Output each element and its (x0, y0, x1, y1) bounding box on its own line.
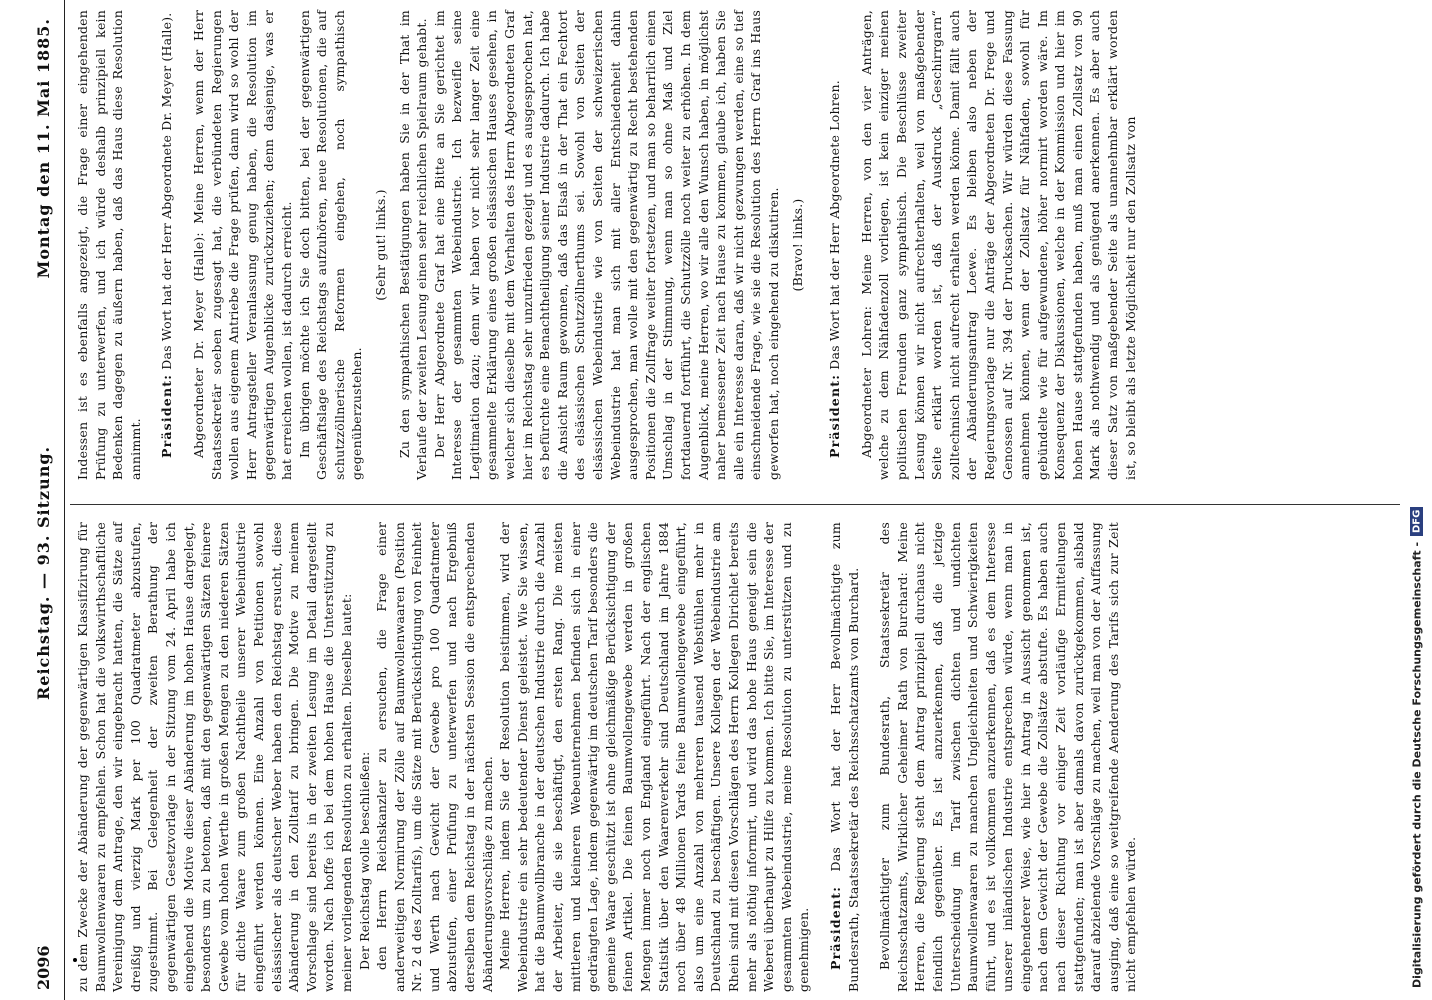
interjection: (Sehr gut! links.) (372, 189, 388, 301)
speech-text: Das Wort hat der Herr Abgeordnete Dr. Meyer (Halle). (159, 12, 175, 370)
paragraph: Abgeordneter Dr. Meyer (Halle): Meine Herren, wenn der Herr Staatssekretär soeben zugesagt hat, die verbündeten Regierungen wollen aus eigenem Antriebe die Frage prüfen, dann wird so wohl der Herr Antragsteller Veranlassung genug haben, die Resolution im gegenwärtigen Augenblicke zurückzuziehen; denn dasjenige, was er hat erreichen wollen, ist dadurch erreicht. (190, 10, 294, 480)
speaker-turn (158, 10, 176, 480)
right-column (74, 10, 1139, 480)
digitization-credit (1408, 12, 1426, 988)
speaker-label: Präsident: (159, 373, 175, 458)
paragraph: Der Herr Abgeordnete Graf hat eine Bitte an Sie gerichtet im Interesse der gesammten Webeindustrie. Ich bezweifle seine Legitimation dazu; denn wir haben vor nicht sehr langer Zeit eine gesammelte Erklärung eines großen elsässischen Hauses gesehen, in welcher sich dieselbe mit dem Verhalten des Herrn Abgeordneten Graf hier im Reichstag sehr unzufrieden gezeigt und es ausgesprochen hat, es befürchte eine Benachtheiligung seiner Industrie dadurch. Ich habe die Ansicht Raum gewonnen, daß das Elsaß in der That ein Fechtort des elsässischen Schutzzöllnerthums sei. Sowohl von Seiten der elsässischen Webeindustrie wie von Seiten der schweizerischen Webeindustrie hat man sich mit aller Entschiedenheit dahin ausgesprochen, man wolle mit den gegenwärtig zu Recht bestehenden Positionen die Zollfrage weiter fortsetzen, und man so beharrlich einen Umschlag in der Stimmung, wenn man so ohne Maß und Ziel fortdauernd fortführt, die Schutzzölle noch weiter zu erhöhen. In dem Augenblick, meine Herren, wo wir alle den Wunsch haben, in möglichst naher bemessener Zeit nach Hause zu kommen, glaube ich, haben Sie alle ein Interesse daran, daß wir nicht gezwungen werden, eine so tief einschneidende Frage, wie sie die Resolution des Herrn Graf ins Haus geworfen hat, noch eingehend zu diskutiren. (431, 10, 781, 480)
speech-text: Das Wort hat der Herr Abgeordnete Lohren. (827, 80, 843, 370)
column-divider (70, 504, 1400, 505)
paragraph: Indessen ist es ebenfalls angezeigt, die Frage einer eingehenden Prüfung zu unterwerfen, und ich würde deshalb prinzipiell kein Bedenken dagegen zu äußern haben, daß das Haus diese Resolution annimmt. (75, 10, 143, 480)
paragraph: Bevollmächtigter zum Bundesrath, Staatssekretär des Reichsschatzamts, Wirklicher Geheimer Rath von Burchard: Meine Herren, die Regierung steht dem Antrag prinzipiell durchaus nicht feindlich gegenüber. Es ist anzuerkennen, daß die jetzige Unterscheidung im Tarif zwischen dichten und undichten Baumwollenwaaren zu manchen Ungleichheiten und Schwierigkeiten führt, und es ist vollkommen anzuerkennen, daß es dem Interesse unserer inländischen Industrie entsprechen würde, wenn man in eingehenderer Weise, wie hier in Antrag in Aussicht genommen ist, nach dem Gewicht der Gewebe die Zollsätze abstufte. Es haben auch nach dieser Richtung vor einiger Zeit vorläufige Ermittelungen stattgefunden; man ist aber damals davon zurückgekommen, alsbald darauf abzielende Vorschläge zu machen, weil man von der Auffassung ausging, daß eine so weitgreifende Aenderung des Tarifs sich zur Zeit nicht empfehlen würde. (877, 522, 1139, 992)
page-number: 2096 (34, 945, 53, 990)
paragraph: Der Reichstag wolle beschließen: (356, 751, 372, 970)
rotated-page-body (30, 0, 1400, 1000)
paragraph: zu dem Zwecke der Abänderung der gegenwärtigen Klassifizirung für Baumwollenwaaren zu empfehlen. Schon hat die volkswirthschaftliche Vereinigung dem Antrage, den wir eingebracht hatten, die Sätze auf dreißig und vierzig Mark per 100 Quadratmeter abzustufen, zugestimmt. Bei Gelegenheit der zweiten Berathung der gegenwärtigen Gesetzvorlage in der Sitzung vom 24. April habe ich eingehend die Motive dieser Abänderung im hohen Hause dargelegt, besonders um zu betonen, daß mit den gegenwärtigen Sätzen feinere Gewebe vom hohen Werthe in großen Mengen zu den niederen Sätzen für dichte Waare zum großen Nachtheile unserer Webeindustrie eingeführt werden können. Eine Anzahl von Petitionen sowohl elsässischer als deutscher Weber haben den Reichstag ersucht, diese Abänderung in den Zolltarif zu bringen. Die Motive zu meinem Vorschlage sind bereits in der zweiten Lesung im Detail dargestellt worden. Nach hoffe ich bei dem hohen Hause die Unterstützung zu meiner vorliegenden Resolution zu erhalten. Dieselbe lautet: (75, 522, 354, 992)
page-header (30, 0, 65, 1000)
left-column (74, 522, 1140, 992)
speaker-label: Präsident: (827, 885, 843, 970)
paragraph: Meine Herren, indem Sie der Resolution beistimmen, wird der Webeindustrie ein sehr bedeutender Dienst geleistet. Wie Sie wissen, hat die Baumwollbranche in der deutschen Industrie durch die Anzahl der Arbeiter, die sie beschäftigt, den ersten Rang. Die meisten mittleren und kleineren Webeunternehmen befinden sich in einer gedrängten Lage, indem gegenwärtig im deutschen Tarif besonders die gemeine Waare geschützt ist ohne gleichmäßige Berücksichtigung der feinen Artikel. Die feinen Baumwollengewebe werden in großen Mengen immer noch von England eingeführt. Nach der englischen Statistik über den Waarenverkehr sind Deutschland im Jahre 1884 noch über 48 Millionen Yards feine Baumwollengewebe eingeführt, also um eine Anzahl von mehreren tausend Webstühlen mehr in Deutschland zu beschäftigen. Unsere Kollegen der Webeindustrie am Rhein sind mit diesen Vorschlägen des Herrn Kollegen Dirichlet bereits mehr als nöthig informirt, und wird das hohe Haus geneigt sein die Weberei überhaupt zu Hilfe zu kommen. Ich bitte Sie, im Interesse der gesammten Webeindustrie, meine Resolution zu unterstützen und zu genehmigen. (497, 522, 812, 992)
speaker-turn (826, 10, 844, 480)
paragraph: Im übrigen möchte ich Sie doch bitten, bei der gegenwärtigen Geschäftslage des Reichstags aufzuhören, neue Resolutionen, die auf schutzzöllnerische Reformen eingehen, noch sympathisch gegenüberzustehen. (296, 10, 365, 480)
paragraph: Zu den sympathischen Bestätigungen haben Sie in der That im Verlaufe der zweiten Lesung einen sehr reichlichen Spielraum gehabt. (396, 10, 430, 480)
speaker-turn (827, 522, 862, 992)
speech-text: Das Wort hat der Herr Bevollmächtigte zum Bundesrath, Staatssekretär des Reichsschatzamts von Burchard. (827, 522, 861, 992)
interjection: (Bravo! links.) (789, 198, 805, 292)
paragraph: Abgeordneter Lohren: Meine Herren, von den vier Anträgen, welche zu dem Nähfadenzoll vorliegen, ist kein einziger meinen politischen Freunden ganz sympathisch. Die Beschlüsse zweiter Lesung können wir nicht aufrechterhalten, weil von maßgebender Seite erklärt worden ist, daß der Ausdruck „Geschirrgarn“ zolltechnisch nicht aufrecht erhalten werden könne. Damit fällt auch der Abänderungsantrag Loewe. Es bleiben also neben der Regierungsvorlage nur die Anträge der Abgeordneten Dr. Frege und Genossen auf Nr. 394 der Drucksachen. Wir würden diese Fassung annehmen können, wenn der Zollsatz für Nähfaden, sowohl für gebündelte wie für aufgewundene, höher normirt worden wäre. Im Konsequenz der Diskussionen, welche in der Kommission und hier im hohen Hause stattgefunden haben, muß man einen Zollsatz von 90 Mark als nothwendig und als genügend anerkennen. Es aber auch dieser Satz von maßgebender Seite als unannehmbar erklärt worden ist, so bleibt als letzte Möglichkeit nur den Zollsatz von (858, 10, 1138, 480)
running-title: Reichstag. — 93. Sitzung. (34, 445, 53, 700)
dfg-logo: DFG (1411, 507, 1424, 536)
speaker-label: Präsident: (827, 373, 843, 458)
resolution-text: den Herrn Reichskanzler zu ersuchen, die Frage einer anderweitigen Normirung der Zölle auf Baumwollenwaaren (Position Nr. 2 d des Zolltarifs), um die Sätze mit Berücksichtigung von Feinheit und Werth nach Gewicht der Gewebe pro 100 Quadratmeter abzustufen, einer Prüfung zu unterwerfen und nach Ergebniß derselben dem Reichstag in der nächsten Session die entsprechenden Abänderungsvorschläge zu machen. (374, 522, 495, 992)
credit-text: Digitalisierung gefördert durch die Deutsche Forschungsgemeinschaft - (1410, 541, 1424, 988)
page-date: Montag den 11. Mai 1885. (34, 18, 53, 279)
